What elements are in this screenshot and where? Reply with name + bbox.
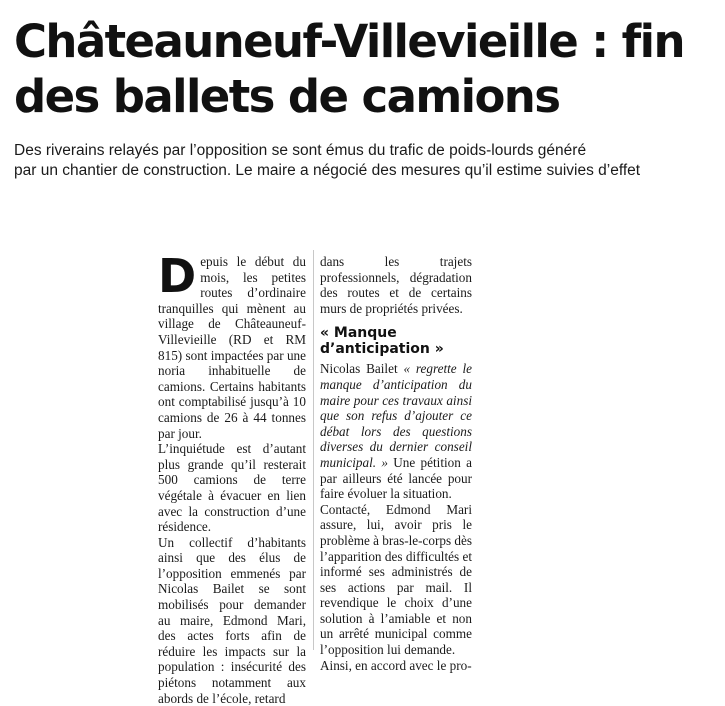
drop-cap: D — [158, 249, 197, 303]
paragraph-5: Contacté, Edmond Mari assure, lui, avoir pris le problème à bras-le-corps dès l’apparition des difficultés et informé ses administrés de ses actions par mail. Il revendique le choix d’une solution à l’amiable et non un arrêté municipal comme l’opposition lui demande. — [320, 501, 472, 658]
paragraph-4 — [320, 361, 472, 501]
article-column-2 — [320, 254, 472, 673]
paragraph-6: Ainsi, en accord avec le pro- — [320, 657, 472, 673]
column-divider — [313, 250, 314, 650]
standfirst-line-2: par un chantier de construction. Le maire a négocié des mesures qu’il estime suivies d’effet — [14, 162, 641, 179]
article-column-1 — [158, 249, 306, 706]
headline: Châteauneuf-Villevieille : fin des ballets de camions — [14, 15, 684, 123]
paragraph-3-continued: dans les trajets professionnels, dégradation des routes et de certains murs de propriétés privées. — [320, 254, 472, 316]
paragraph-2: L’inquiétude est d’autant plus grande qu’il resterait 500 camions de terre végétale à évacuer en lien avec la construction d’une résidence. — [158, 441, 306, 535]
paragraph-3: Un collectif d’habitants ainsi que des élus de l’opposition emmenés par Nicolas Bailet se sont mobilisés pour demander au maire, Edmond Mari, des actes forts afin de réduire les impacts sur la population : insécurité des piétons notamment aux abords de l’école, retard — [158, 534, 306, 706]
paragraph-4-quote: « regrette le manque d’anticipation du maire pour ces travaux ainsi que son refus d’ajouter ce débat lors des questions diverses du dernier conseil municipal. » — [320, 361, 472, 470]
subheading: « Manque d’anticipation » — [320, 325, 444, 358]
paragraph-4-intro: Nicolas Bailet — [320, 361, 404, 377]
paragraph-1-text: epuis le début du mois, les petites routes d’ordinaire tranquilles qui mènent au village de Châteauneuf-Villevieille (RD et RM 815) sont impactées par une noria inhabituelle de camions. Certains habitants ont comptabilisé jusqu’à 10 camions de 26 à 44 tonnes par jour. — [158, 254, 306, 441]
paragraph-1 — [158, 249, 306, 441]
standfirst-line-1: Des riverains relayés par l’opposition se sont émus du trafic de poids-lourds généré — [14, 142, 587, 159]
standfirst — [14, 141, 724, 181]
paragraph-4-end: Une pétition a par ailleurs été lancée pour faire évoluer la situation. — [320, 454, 472, 502]
